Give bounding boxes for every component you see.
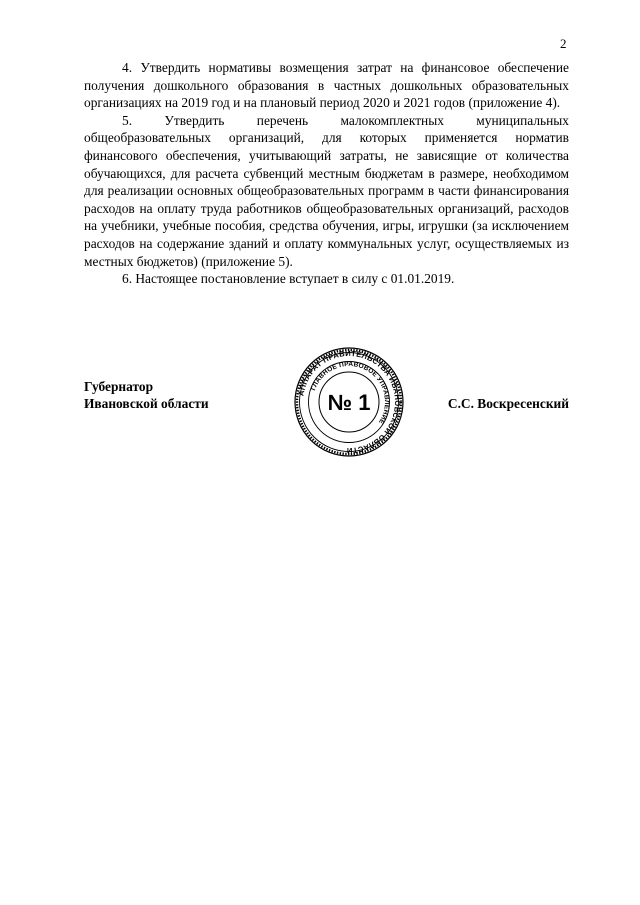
page-number: 2 xyxy=(560,36,567,51)
paragraph-item-4: 4. Утвердить нормативы возмещения затрат на финансовое обеспечение получения дошкольного образования в частных дошкольных образовательных организациях на 2019 год и на плановый период 2020 и 2021 годов (приложение 4). xyxy=(84,60,569,111)
paragraph-item-6: 6. Настоящее постановление вступает в силу с 01.01.2019. xyxy=(122,271,455,287)
signatory-position: Губернатор xyxy=(84,379,154,394)
signatory-title xyxy=(84,378,209,412)
signatory-name: С.С. Воскресенский xyxy=(447,396,569,411)
seal-inner-text: ГЛАВНОЕ ПРАВОВОЕ УПРАВЛЕНИЕ xyxy=(310,360,391,426)
document-body xyxy=(84,59,569,288)
seal-number: № 1 xyxy=(327,390,371,415)
official-seal-icon xyxy=(279,347,419,457)
paragraph-item-5: 5. Утвердить перечень малокомплектных муниципальных общеобразовательных организаций, для которых применяется норматив финансового обеспечения, учитывающий затраты, не зависящие от количества обучающихся, для расчета субвенций местным бюджетам в размере, необходимом для реализации основных общеобразовательных программ в части финансирования расходов на оплату труда работников общеобразовательных организаций, расходов на учебники, учебные пособия, средства обучения, игры, игрушки (за исключением расходов на содержание зданий и оплату коммунальных услуг, осуществляемых из местных бюджетов) (приложение 5). xyxy=(84,112,569,269)
seal-outer-text: АППАРАТ ПРАВИТЕЛЬСТВА ИВАНОВСКОЙ ОБЛАСТИ xyxy=(296,348,403,456)
signatory-region: Ивановской области xyxy=(84,396,209,411)
